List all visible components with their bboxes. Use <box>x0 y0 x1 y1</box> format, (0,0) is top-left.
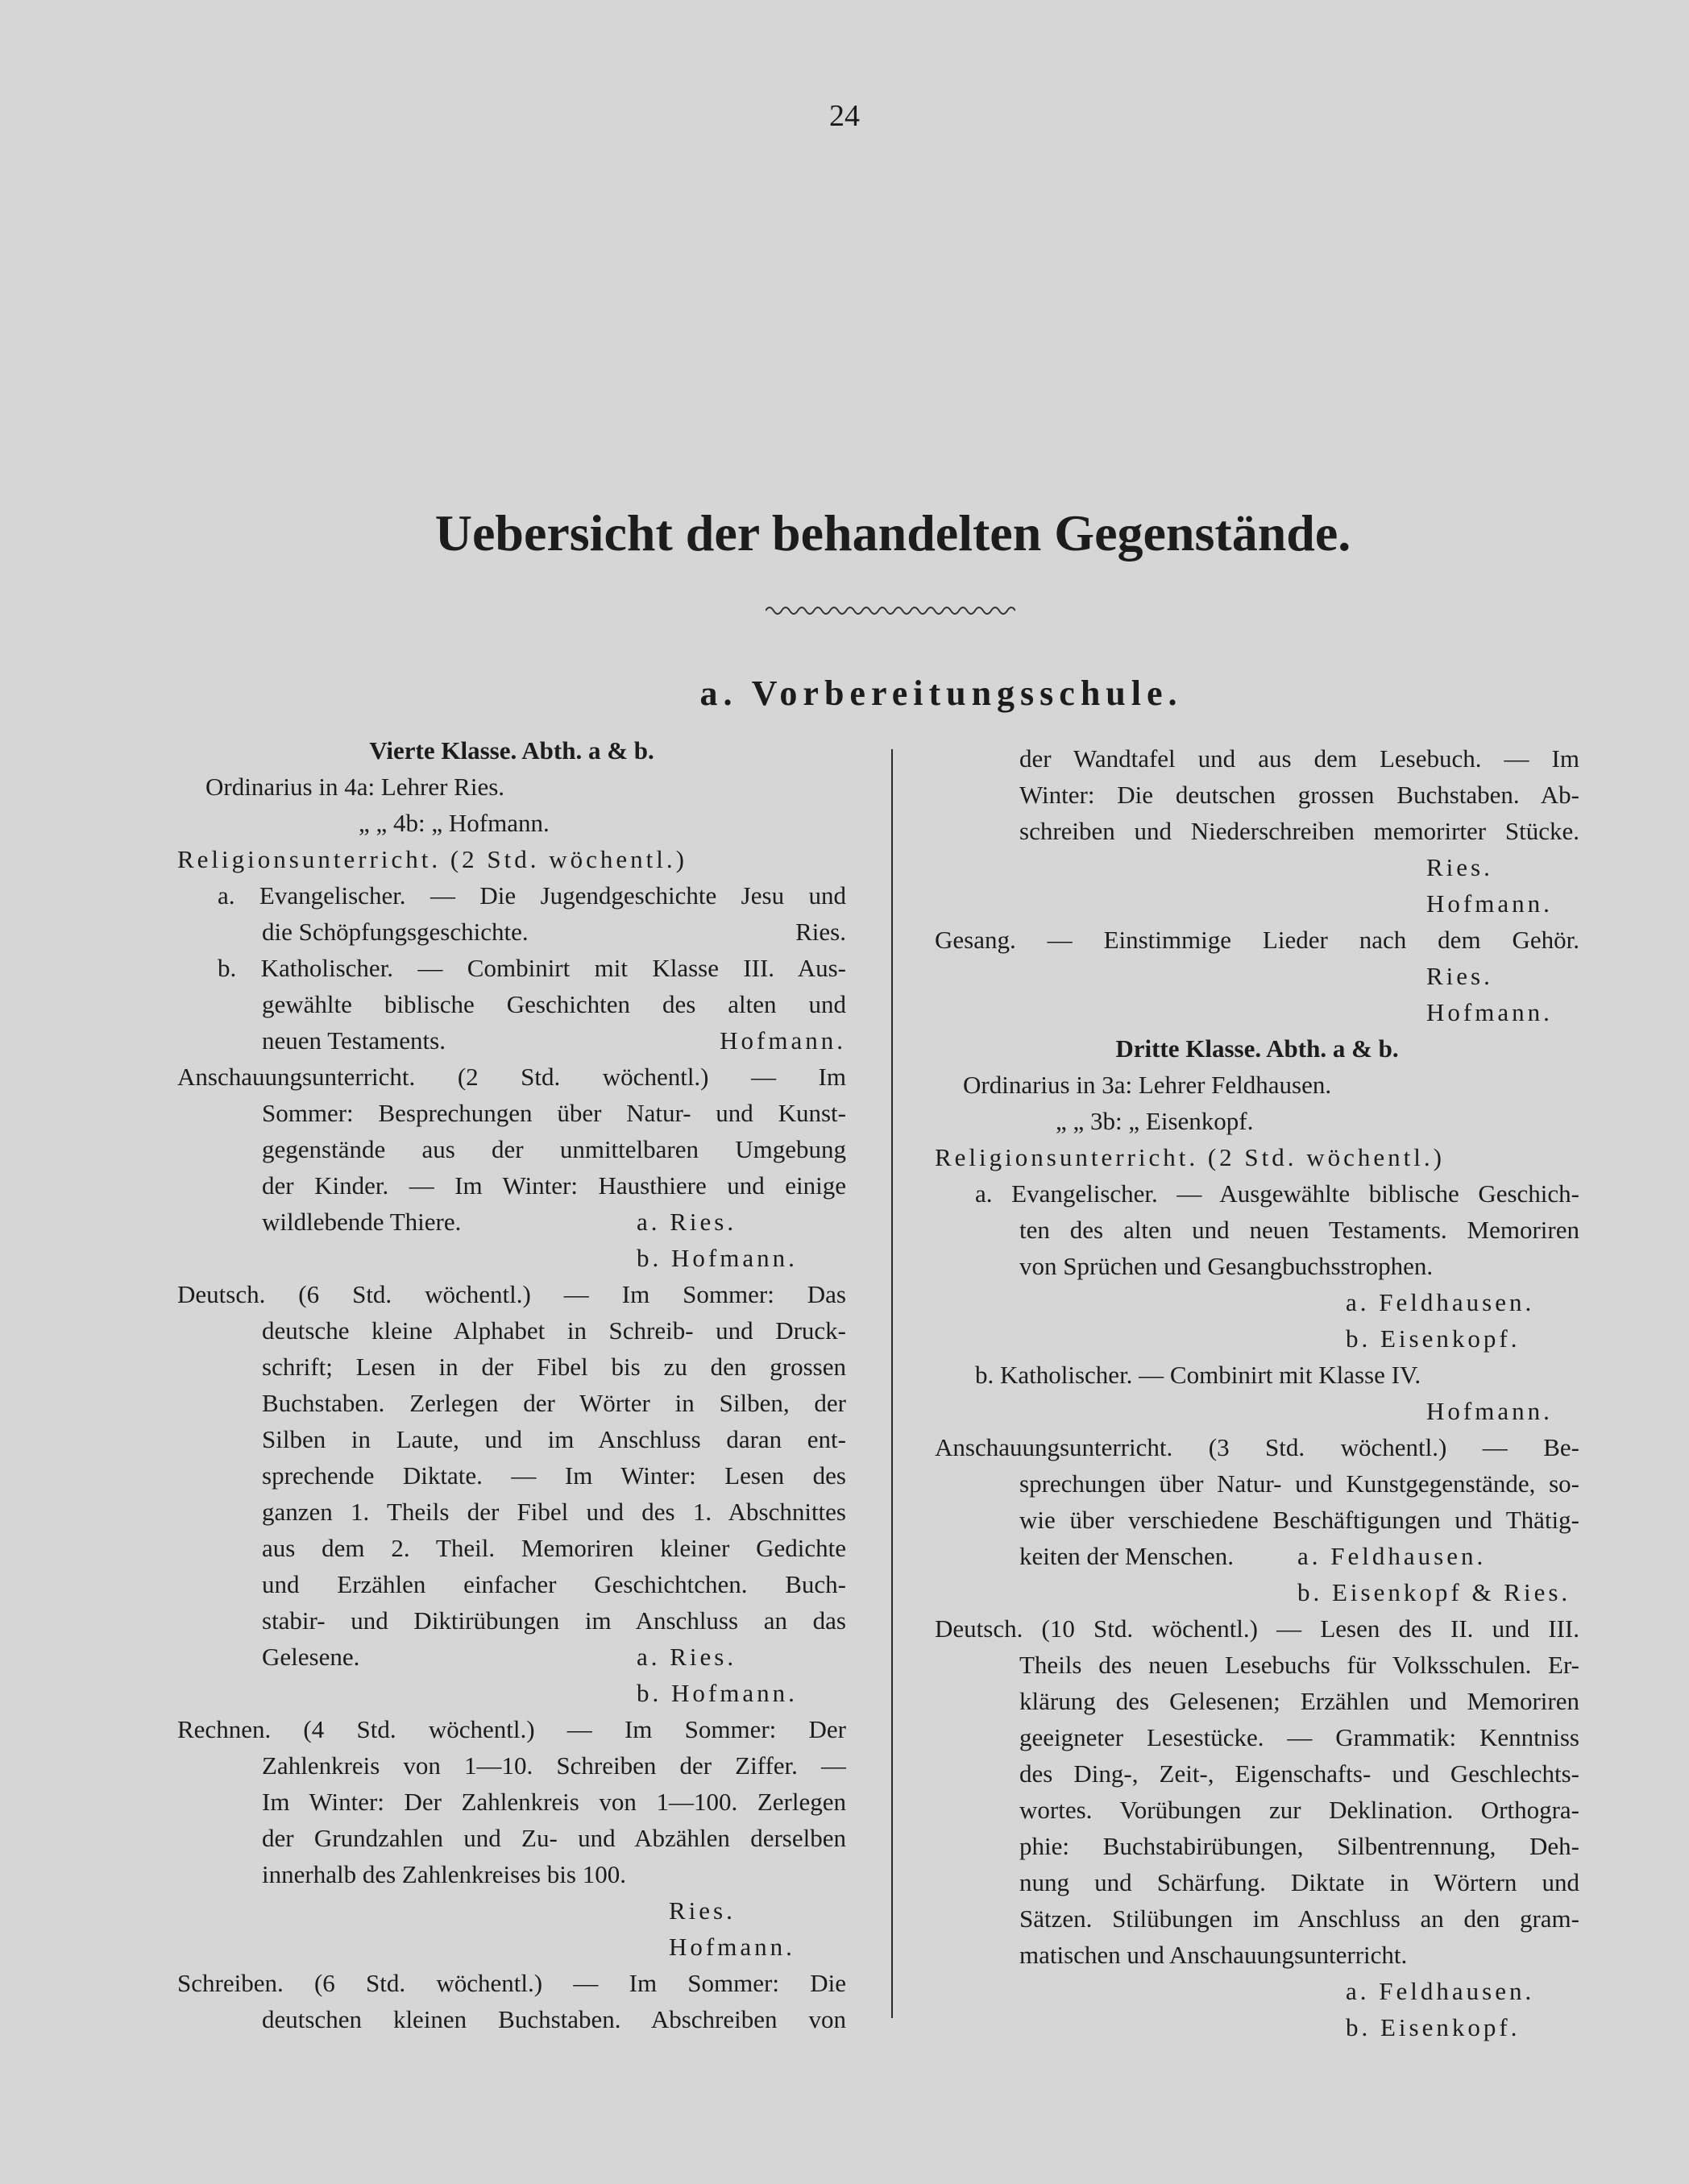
text-line: Schreiben. (6 Std. wöchentl.) — Im Sommer: Die <box>177 1969 846 1997</box>
text-line: sprechende Diktate. — Im Winter: Lesen des <box>262 1461 846 1490</box>
class-heading: Dritte Klasse. Abth. a & b. <box>1115 1034 1399 1063</box>
text-line: Winter: Die deutschen grossen Buchstaben. Ab- <box>1019 781 1579 809</box>
text-line: von Sprüchen und Gesangbuchsstrophen. <box>1019 1252 1434 1280</box>
text-line: matischen und Anschauungsunterricht. <box>1019 1941 1408 1969</box>
text-line: Gesang. — Einstimmige Lieder nach dem Gehör. <box>935 926 1579 954</box>
text-line: die Schöpfungsgeschichte. <box>262 918 529 946</box>
text-line: schreiben und Niederschreiben memorirter Stücke. <box>1019 817 1579 845</box>
text-line: Rechnen. (4 Std. wöchentl.) — Im Sommer: Der <box>177 1715 846 1743</box>
class-heading: Vierte Klasse. Abth. a & b. <box>369 736 654 765</box>
text-line: a. Evangelischer. — Ausgewählte biblische Geschich- <box>975 1179 1579 1208</box>
text-line: stabir- und Diktirübungen im Anschluss an das <box>262 1606 846 1635</box>
teacher-name: Hofmann. <box>1426 1397 1553 1425</box>
text-line: ten des alten und neuen Testaments. Memoriren <box>1019 1216 1579 1244</box>
text-line: Theils des neuen Lesebuchs für Volksschulen. Er- <box>1019 1651 1579 1679</box>
text-line: neuen Testaments. <box>262 1026 446 1055</box>
text-line: phie: Buchstabirübungen, Silbentrennung, Deh- <box>1019 1832 1579 1860</box>
text-line: schrift; Lesen in der Fibel bis zu den grossen <box>262 1353 846 1381</box>
teacher-name: Ries. <box>669 1896 736 1925</box>
teacher-name: Hofmann. <box>720 1026 846 1055</box>
text-line: klärung des Gelesenen; Erzählen und Memoriren <box>1019 1687 1579 1715</box>
page-title: Uebersicht der behandelten Gegenstände. <box>434 504 1351 562</box>
teacher-name: b. Hofmann. <box>637 1244 798 1272</box>
teacher-name: a. Ries. <box>637 1208 737 1236</box>
text-line: der Kinder. — Im Winter: Hausthiere und einige <box>262 1171 846 1200</box>
text-line: keiten der Menschen. <box>1019 1542 1234 1570</box>
teacher-name: b. Hofmann. <box>637 1679 798 1707</box>
teacher-name: b. Eisenkopf. <box>1346 2013 1521 2041</box>
ordinarius-line: Ordinarius in 3a: Lehrer Feldhausen. <box>963 1071 1332 1099</box>
text-line: gewählte biblische Geschichten des alten und <box>262 990 846 1018</box>
ordinarius-line: „ „ 4b: „ Hofmann. <box>359 809 550 837</box>
text-line: deutsche kleine Alphabet in Schreib- und Druck- <box>262 1316 846 1345</box>
text-line: wildlebende Thiere. <box>262 1208 462 1236</box>
text-line: wie über verschiedene Beschäftigungen und Thätig- <box>1019 1506 1579 1534</box>
teacher-name: Hofmann. <box>1426 998 1553 1026</box>
text-line: Deutsch. (10 Std. wöchentl.) — Lesen des II. und III. <box>935 1614 1579 1643</box>
text-line: Sommer: Besprechungen über Natur- und Kunst- <box>262 1099 846 1127</box>
ordinarius-line: Ordinarius in 4a: Lehrer Ries. <box>205 773 505 801</box>
section-title: a. Vorbereitungsschule. <box>699 673 1183 713</box>
text-line: wortes. Vorübungen zur Deklination. Orthogra- <box>1019 1796 1579 1824</box>
subject-heading: Religionsunterricht. (2 Std. wöchentl.) <box>177 845 687 873</box>
teacher-name: a. Feldhausen. <box>1346 1288 1535 1316</box>
text-line: sprechungen über Natur- und Kunstgegenstände, so- <box>1019 1469 1579 1498</box>
text-line: b. Katholischer. — Combinirt mit Klasse III. Aus- <box>218 954 846 982</box>
teacher-name: a. Ries. <box>637 1643 737 1671</box>
wavy-divider-ornament <box>766 603 1015 619</box>
text-line: Sätzen. Stilübungen im Anschluss an den gram- <box>1019 1904 1579 1933</box>
text-line: aus dem 2. Theil. Memoriren kleiner Gedichte <box>262 1534 846 1562</box>
subject-heading: Religionsunterricht. (2 Std. wöchentl.) <box>935 1143 1445 1171</box>
text-line: gegenstände aus der unmittelbaren Umgebung <box>262 1135 846 1163</box>
text-line: der Grundzahlen und Zu- und Abzählen derselben <box>262 1824 846 1852</box>
column-divider <box>891 749 893 2018</box>
teacher-name: b. Eisenkopf. <box>1346 1324 1521 1353</box>
text-line: Zahlenkreis von 1—10. Schreiben der Ziffer. — <box>262 1751 846 1780</box>
teacher-name: b. Eisenkopf & Ries. <box>1297 1578 1571 1606</box>
text-line: Deutsch. (6 Std. wöchentl.) — Im Sommer: Das <box>177 1280 846 1308</box>
text-line: der Wandtafel und aus dem Lesebuch. — Im <box>1019 744 1579 773</box>
teacher-name: Hofmann. <box>1426 889 1553 918</box>
text-line: ganzen 1. Theils der Fibel und des 1. Abschnittes <box>262 1498 846 1526</box>
page-number: 24 <box>829 99 860 133</box>
text-line: innerhalb des Zahlenkreises bis 100. <box>262 1860 626 1888</box>
text-line: Gelesene. <box>262 1643 360 1671</box>
teacher-name: Ries. <box>1426 853 1493 881</box>
teacher-name: Hofmann. <box>669 1933 795 1961</box>
text-line: des Ding-, Zeit-, Eigenschafts- und Geschlechts- <box>1019 1759 1579 1788</box>
text-line: und Erzählen einfacher Geschichtchen. Buch- <box>262 1570 846 1598</box>
teacher-name: a. Feldhausen. <box>1346 1977 1535 2005</box>
text-line: Silben in Laute, und im Anschluss daran ent- <box>262 1425 846 1453</box>
teacher-name: Ries. <box>795 918 846 946</box>
text-line: a. Evangelischer. — Die Jugendgeschichte Jesu und <box>218 881 846 910</box>
teacher-name: Ries. <box>1426 962 1493 990</box>
text-line: geeigneter Lesestücke. — Grammatik: Kenntniss <box>1019 1723 1579 1751</box>
text-line: Anschauungsunterricht. (2 Std. wöchentl.) — Im <box>177 1063 846 1091</box>
text-line: Anschauungsunterricht. (3 Std. wöchentl.) — Be- <box>935 1433 1579 1461</box>
text-line: Im Winter: Der Zahlenkreis von 1—100. Zerlegen <box>262 1788 846 1816</box>
text-line: nung und Schärfung. Diktate in Wörtern und <box>1019 1868 1579 1896</box>
ordinarius-line: „ „ 3b: „ Eisenkopf. <box>1056 1107 1254 1135</box>
text-line: deutschen kleinen Buchstaben. Abschreiben von <box>262 2005 846 2033</box>
teacher-name: a. Feldhausen. <box>1297 1542 1487 1570</box>
text-line: b. Katholischer. — Combinirt mit Klasse IV. <box>975 1361 1421 1389</box>
text-line: Buchstaben. Zerlegen der Wörter in Silben, der <box>262 1389 846 1417</box>
